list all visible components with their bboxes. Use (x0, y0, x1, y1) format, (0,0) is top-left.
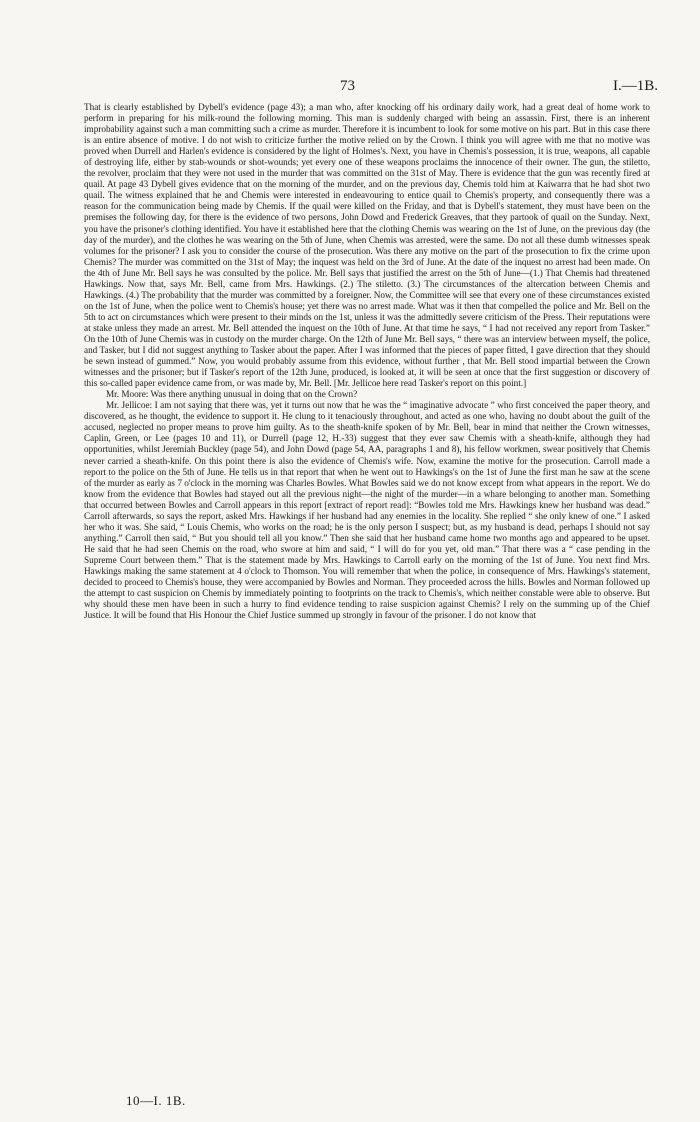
printer-signature: 10—I. 1B. (126, 1093, 186, 1108)
page-header (0, 78, 700, 98)
paragraph: Mr. Moore: Was there anything unusual in doing that on the Crown? (106, 389, 358, 400)
paragraph: That is clearly established by Dybell's evidence (page 43); a man who, after knocking off his ordinary daily work, had a great deal of home work to perform in preparing for his milk-round the following morning. This man is suddenly charged with being an assassin. First, there is an inherent improbability against such a man committing such a crime as murder. Therefore it is incumbent to look for some motive on his part. But in this case there is an entire absence of motive. I do not wish to criticize further the motive relied on by the Crown. I think you will agree with me that no motive was proved when Durrell and Harlen's evidence is considered by the light of Holmes's. Next, you have in Chemis's possession, it is true, weapons, all capable of destroying life, either by stab-wounds or shot-wounds; yet every one of these weapons proclaims the innocence of their owner. The gun, the stiletto, the revolver, proclaim that they were not used in the murder that was committed on the 31st of May. There is evidence that the gun was recently fired at quail. At page 43 Dybell gives evidence that on the morning of the murder, and on the previous day, Chemis told him at Kaiwarra that he had shot two quail. The witness explained that he and Chemis were interested in endeavouring to entice quail to Chemis's property, and consequently there was a reason for the communication being made by Chemis. If the quail were killed on the Friday, and that is Dybell's statement, they must have been on the premises the following day, for there is the evidence of two persons, John Dowd and Frederick Greaves, that they partook of quail on the Sunday. Next, you have the prisoner's clothing identified. You have it established here that the clothing Chemis was wearing on the 1st of June, on the previous day (the day of the murder), and the clothes he was wearing on the 5th of June, when Chemis was arrested, were the same. Do not all these dumb witnesses speak volumes for the prisoner? I ask you to consider the course of the prosecution. Was there any motive on the part of the prosecution to fix the crime upon Chemis? The murder was committed on the 31st of May; the inquest was held on the 3rd of June. At the date of the inquest no arrest had been made. On the 4th of June Mr. Bell says he was consulted by the police. Mr. Bell says that justified the arrest on the 5th of June—(1.) That Chemis had threatened Hawkings. Now that, says Mr. Bell, came from Mrs. Hawkings. (2.) The stiletto. (3.) The circumstances of the altercation between Chemis and Hawkings. (4.) The probability that the murder was committed by a foreigner. Now, the Committee will see that every one of these circumstances existed on the 1st of June, when the police went to Chemis's house; yet there was no arrest made. What was it then that compelled the police and Mr. Bell on the 5th to act on circumstances which were present to their minds on the 1st, unless it was the admittedly severe criticism of the Press. Their reputations were at stake unless they made an arrest. Mr. Bell attended the inquest on the 10th of June. At that time he says, “ I had not received any report from Tasker.” On the 10th of June Chemis was in custody on the murder charge. On the 12th of June Mr. Bell says, “ there was an interview between myself, the police, and Tasker, but I did not suggest anything to Tasker about the paper. After I was informed that the pieces of paper fitted, I gave direction that they should be sewn instead of gummed.” Now, you would probably assume from this evidence, without further , that Mr. Bell stood impartial between the Crown witnesses and the prisoner; but if Tasker's report of the 12th June, produced, is looked at, it will be seen at once that the first suggestion or discovery of this so-called paper evidence came from, or was made by, Mr. Bell. [Mr. Jellicoe here read Tasker's report on this point.] (84, 102, 650, 389)
body-text (84, 102, 650, 621)
page-number: 73 (340, 78, 355, 94)
paragraph: Mr. Jellicoe: I am not saying that there was, yet it turns out now that he was the “ imaginative advocate ” who first conceived the paper theory, and discovered, as he thought, the evidence to support it. He clung to it tenaciously throughout, and acted as one who, having no doubt about the guilt of the accused, neglected no proper means to prove him guilty. As to the sheath-knife spoken of by Mr. Bell, bear in mind that neither the Crown witnesses, Caplin, Green, or Lee (pages 10 and 11), or Durrell (page 12, H.-33) suggest that they ever saw Chemis with a sheath-knife, although they had opportunities, whilst Jeremiah Buckley (page 54), and John Dowd (page 54, AA, paragraphs 1 and 8), his fellow workmen, swear positively that Chemis never carried a sheath-knife. On this point there is also the evidence of Chemis's wife. Now, examine the motive for the prosecution. Carroll made a report to the police on the 5th of June. He tells us in that report that when he went out to Hawkings's on the 1st of June the first man he saw at the scene of the murder as early as 7 o'clock in the morning was Charles Bowles. What Bowles said we do not know except from what appears in the report. We do know from the evidence that Bowles had stayed out all the previous night—the night of the murder—in a whare belonging to another man. Something that occurred between Bowles and Carroll appears in this report [extract of report read]: “Bowles told me Mrs. Hawkings knew her husband was dead.” Carroll afterwards, so says the report, asked Mrs. Hawkings if her husband had any enemies in the locality. She replied “ she only knew of one.” I asked her who it was. She said, “ Louis Chemis, who works on the road; he is the only person I suspect; but, as my husband is dead, perhaps I should not say anything.” Carroll then said, “ But you should tell all you know.” Then she said that her husband came home two months ago and appeared to be upset. He said that he had seen Chemis on the road, who swore at him and said, “ I will do for you yet, old man.” That there was a “ case pending in the Supreme Court between them.” That is the statement made by Mrs. Hawkings to Carroll early on the morning of the 1st of June. You next find Mrs. Hawkings making the same statement at 4 o'clock to Thomson. You will remember that when the police, in consequence of Mrs. Hawkings's statement, decided to proceed to Chemis's house, they were accompanied by Bowles and Norman. They proceeded across the hills. Bowles and Norman followed up the attempt to cast suspicion on Chemis by immediately pointing to footprints on the track to Chemis's, which neither constable were able to observe. But why should these men have been in such a hurry to find evidence tending to raise suspicion against Chemis? I rely on the summing up of the Chief Justice. It will be found that His Honour the Chief Justice summed up strongly in favour of the prisoner. I do not know that (84, 400, 650, 621)
series-reference: I.—1B. (613, 78, 658, 94)
